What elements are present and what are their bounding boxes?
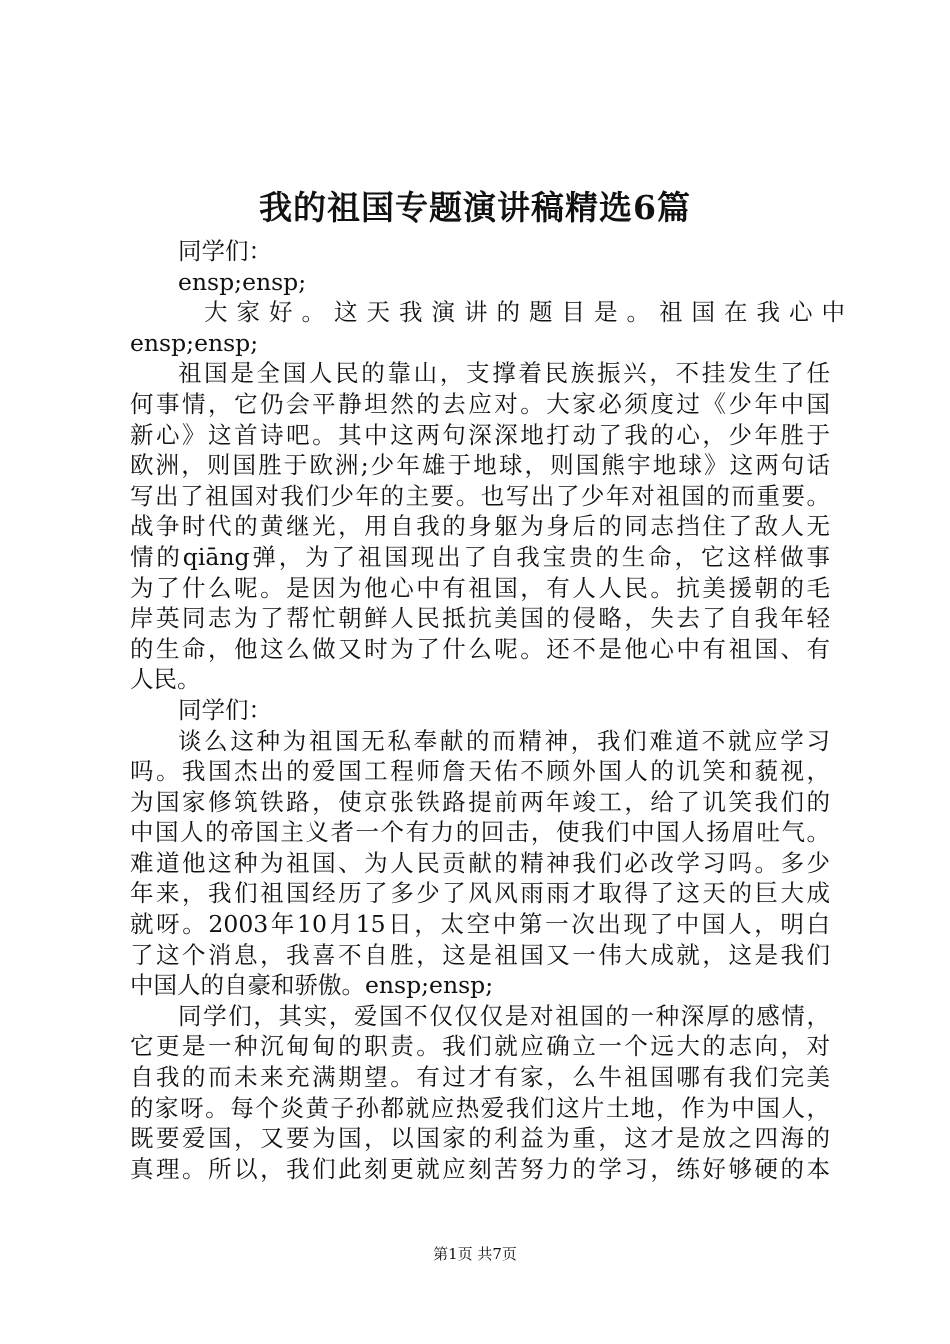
text-line: 何事情，它仍会平静坦然的去应对。大家必须度过《少年中国: [130, 389, 830, 418]
greeting-line: 同学们：: [178, 695, 272, 724]
text-line: 欧洲，则国胜于欧洲;少年雄于地球，则国熊宇地球》这两句话: [130, 451, 830, 480]
text-line: 真理。所以，我们此刻更就应刻苦努力的学习，练好够硬的本: [130, 1154, 830, 1183]
text-line: 大家好。这天我演讲的题目是。祖国在我心中: [204, 298, 854, 327]
text-line: 中国人的自豪和骄傲。ensp;ensp;: [130, 971, 494, 1000]
text-line: ensp;ensp;: [178, 267, 307, 296]
text-line: 既要爱国，又要为国，以国家的利益为重，这才是放之四海的: [130, 1124, 830, 1153]
text-line: 它更是一种沉甸甸的职责。我们就应确立一个远大的志向，对: [130, 1032, 830, 1061]
text-line: 为国家修筑铁路，使京张铁路提前两年竣工，给了讥笑我们的: [130, 787, 830, 816]
text-line: 为了什么呢。是因为他心中有祖国，有人人民。抗美援朝的毛: [130, 573, 830, 602]
page-number: 第1页 共7页: [433, 1245, 517, 1263]
greeting-line: 同学们：: [178, 237, 272, 265]
text-line: 祖国是全国人民的靠山，支撑着民族振兴，不挂发生了任: [178, 359, 830, 388]
text-line: 吗。我国杰出的爱国工程师詹天佑不顾外国人的讥笑和藐视，: [130, 757, 830, 786]
text-line: 新心》这首诗吧。其中这两句深深地打动了我的心，少年胜于: [130, 420, 830, 449]
text-line: 同学们，其实，爱国不仅仅仅是对祖国的一种深厚的感情，: [178, 1001, 830, 1030]
text-line: 了这个消息，我喜不自胜，这是祖国又一伟大成就，这是我们: [130, 940, 830, 969]
text-line: 难道他这种为祖国、为人民贡献的精神我们必改学习吗。多少: [130, 848, 830, 877]
text-line: 自我的而未来充满期望。有过才有家，么牛祖国哪有我们完美: [130, 1063, 830, 1092]
document-title: 我的祖国专题演讲稿精选6篇: [259, 188, 691, 227]
text-line: 的生命，他这么做又时为了什么呢。还不是他心中有祖国、有: [130, 634, 830, 663]
text-line: ensp;ensp;: [130, 328, 259, 357]
text-line: 就呀。2003年10月15日，太空中第一次出现了中国人，明白: [130, 910, 830, 939]
text-line: 战争时代的黄继光，用自我的身躯为身后的同志挡住了敌人无: [130, 512, 830, 541]
text-line: 写出了祖国对我们少年的主要。也写出了少年对祖国的而重要。: [130, 481, 830, 510]
text-line: 人民。: [130, 665, 201, 694]
text-line: 中国人的帝国主义者一个有力的回击，使我们中国人扬眉吐气。: [130, 818, 830, 847]
text-line: 的家呀。每个炎黄子孙都就应热爱我们这片土地，作为中国人，: [130, 1093, 830, 1122]
text-line: 谈么这种为祖国无私奉献的而精神，我们难道不就应学习: [178, 726, 830, 755]
document-body: [130, 236, 854, 1184]
text-line: 岸英同志为了帮忙朝鲜人民抵抗美国的侵略，失去了自我年轻: [130, 604, 830, 633]
text-line: 年来，我们祖国经历了多少了风风雨雨才取得了这天的巨大成: [130, 879, 830, 908]
text-line: 情的qiāng弹，为了祖国现出了自我宝贵的生命，它这样做事: [130, 542, 830, 571]
